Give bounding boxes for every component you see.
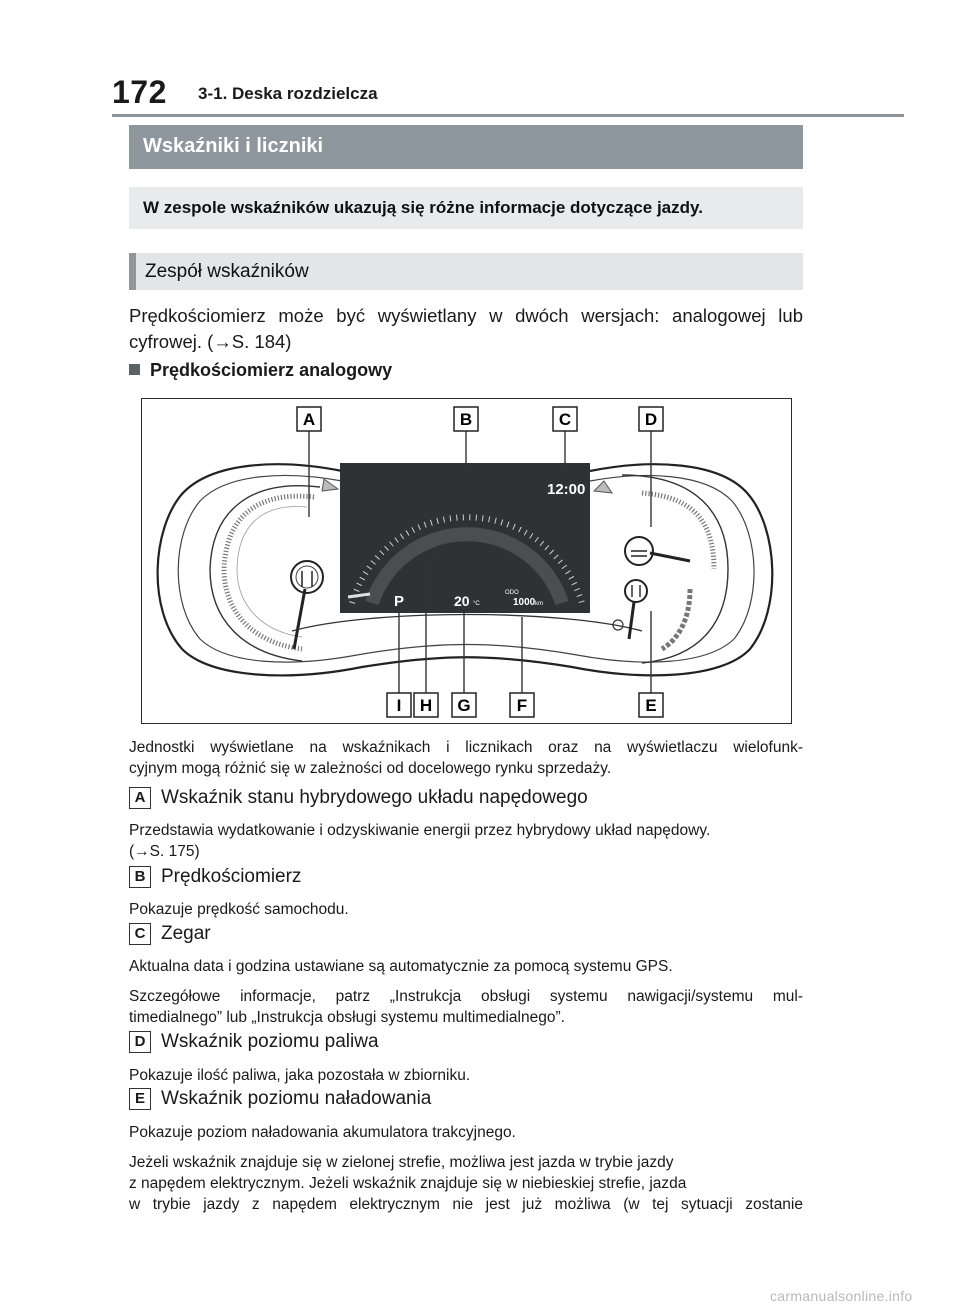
callout-h bbox=[414, 693, 438, 717]
callout-a bbox=[297, 407, 321, 431]
item-d-body bbox=[129, 1065, 803, 1086]
summary-text: W zespole wskaźników ukazują się różne informacje dotyczące jazdy. bbox=[143, 198, 703, 217]
charge-needle bbox=[629, 602, 634, 639]
main-title-banner bbox=[129, 125, 803, 169]
item-c-letter: C bbox=[129, 923, 151, 945]
item-c-body-line-3: timedialnego” lub „Instrukcja obsługi systemu multimedialnego”. bbox=[129, 1009, 565, 1026]
analog-speedometer-label: Prędkościomierz analogowy bbox=[150, 360, 393, 380]
callout-g-label: G bbox=[457, 696, 471, 715]
right-dial-indicator bbox=[594, 481, 612, 493]
item-e-heading bbox=[129, 1088, 431, 1110]
callout-g bbox=[452, 693, 476, 717]
callout-i-label: I bbox=[396, 696, 402, 715]
analog-speedometer-heading bbox=[129, 360, 392, 381]
item-d-letter: D bbox=[129, 1031, 151, 1053]
item-a-letter: A bbox=[129, 787, 151, 809]
center-bridge bbox=[292, 615, 642, 632]
item-a-title: Wskaźnik stanu hybrydowego układu napędowego bbox=[161, 787, 588, 808]
item-a-heading bbox=[129, 787, 588, 809]
subsection-title: Zespół wskaźników bbox=[145, 261, 309, 282]
left-dial-indicator bbox=[322, 479, 338, 491]
callout-f-label: F bbox=[516, 696, 528, 715]
item-e-body-line-4: w trybie jazdy z napędem elektrycznym nie jest już możliwa (w tej sytuacji zostanie bbox=[129, 1196, 803, 1213]
header-divider bbox=[112, 114, 904, 117]
item-c-body bbox=[129, 956, 803, 1028]
odo-unit: km bbox=[535, 601, 543, 607]
gear-indicator: P bbox=[394, 593, 405, 610]
charge-hub-icon bbox=[625, 580, 647, 602]
item-c-body-line-2: Szczegółowe informacje, patrz „Instrukcja obsługi systemu nawigacji/systemu mul- bbox=[129, 988, 803, 1005]
item-d-title: Wskaźnik poziomu paliwa bbox=[161, 1031, 379, 1052]
odo-value: 1000 bbox=[513, 597, 536, 608]
caption-line-1: Jednostki wyświetlane na wskaźnikach i licznikach oraz na wyświetlaczu wielofunk- bbox=[129, 739, 803, 756]
item-e-letter: E bbox=[129, 1088, 151, 1110]
subsection-accent bbox=[129, 253, 136, 290]
callout-i bbox=[387, 693, 411, 717]
callout-b-label: B bbox=[459, 410, 473, 429]
item-d-body-line-1: Pokazuje ilość paliwa, jaka pozostała w zbiorniku. bbox=[129, 1067, 471, 1084]
callout-c bbox=[553, 407, 577, 431]
item-b-heading bbox=[129, 866, 301, 888]
subsection-banner bbox=[129, 253, 803, 290]
left-needle bbox=[294, 589, 305, 649]
callout-d bbox=[639, 407, 663, 431]
item-c-title: Zegar bbox=[161, 923, 211, 944]
figure-caption bbox=[129, 737, 803, 779]
fuel-needle bbox=[650, 553, 690, 561]
item-b-body bbox=[129, 899, 803, 920]
item-b-title: Prędkościomierz bbox=[161, 866, 302, 887]
page-number: 172 bbox=[112, 74, 167, 110]
intro-line-1: Prędkościomierz może być wyświetlany w dwóch wersjach: analogowej lub bbox=[129, 305, 803, 326]
item-a-body bbox=[129, 820, 803, 862]
main-title: Wskaźniki i liczniki bbox=[143, 135, 324, 157]
temperature-unit: °C bbox=[473, 601, 480, 607]
callout-d-label: D bbox=[644, 410, 658, 429]
instrument-cluster-figure bbox=[141, 398, 792, 724]
temperature-value: 20 bbox=[454, 593, 470, 609]
callout-b bbox=[454, 407, 478, 431]
callout-c-label: C bbox=[558, 410, 572, 429]
clock-readout: 12:00 bbox=[547, 481, 586, 498]
item-e-body-line-3: z napędem elektrycznym. Jeżeli wskaźnik znajduje się w niebieskiej strefie, jazda bbox=[129, 1175, 687, 1192]
watermark: carmanualsonline.info bbox=[770, 1288, 913, 1304]
item-d-heading bbox=[129, 1031, 379, 1053]
section-title: 3-1. Deska rozdzielcza bbox=[198, 84, 378, 103]
callout-e-label: E bbox=[645, 696, 657, 715]
item-e-body-line-1: Pokazuje poziom naładowania akumulatora trakcyjnego. bbox=[129, 1124, 516, 1141]
item-a-body-line-2: (→S. 175) bbox=[129, 843, 200, 860]
callout-f bbox=[510, 693, 534, 717]
item-e-body-line-2: Jeżeli wskaźnik znajduje się w zielonej strefie, możliwa jest jazda w trybie jazdy bbox=[129, 1154, 674, 1171]
item-a-body-line-1: Przedstawia wydatkowanie i odzyskiwanie energii przez hybrydowy układ napędowy. bbox=[129, 822, 711, 839]
caption-line-2: cyjnym mogą różnić się w zależności od docelowego rynku sprzedaży. bbox=[129, 760, 612, 777]
item-e-body bbox=[129, 1122, 803, 1215]
intro-line-2: cyfrowej. (→S. 184) bbox=[129, 331, 292, 352]
summary-banner bbox=[129, 187, 803, 229]
item-c-body-line-1: Aktualna data i godzina ustawiane są automatycznie za pomocą systemu GPS. bbox=[129, 958, 673, 975]
item-e-title: Wskaźnik poziomu naładowania bbox=[161, 1088, 432, 1109]
instrument-cluster-illustration bbox=[142, 399, 791, 723]
item-c-heading bbox=[129, 923, 211, 945]
odo-label: ODO bbox=[505, 590, 519, 596]
item-b-letter: B bbox=[129, 866, 151, 888]
callout-e bbox=[639, 693, 663, 717]
intro-paragraph bbox=[129, 303, 803, 355]
charge-gauge-ticks bbox=[662, 589, 690, 649]
bullet-square-icon bbox=[129, 364, 140, 375]
callout-a-label: A bbox=[302, 410, 316, 429]
item-b-body-line-1: Pokazuje prędkość samochodu. bbox=[129, 901, 349, 918]
callout-h-label: H bbox=[419, 696, 433, 715]
